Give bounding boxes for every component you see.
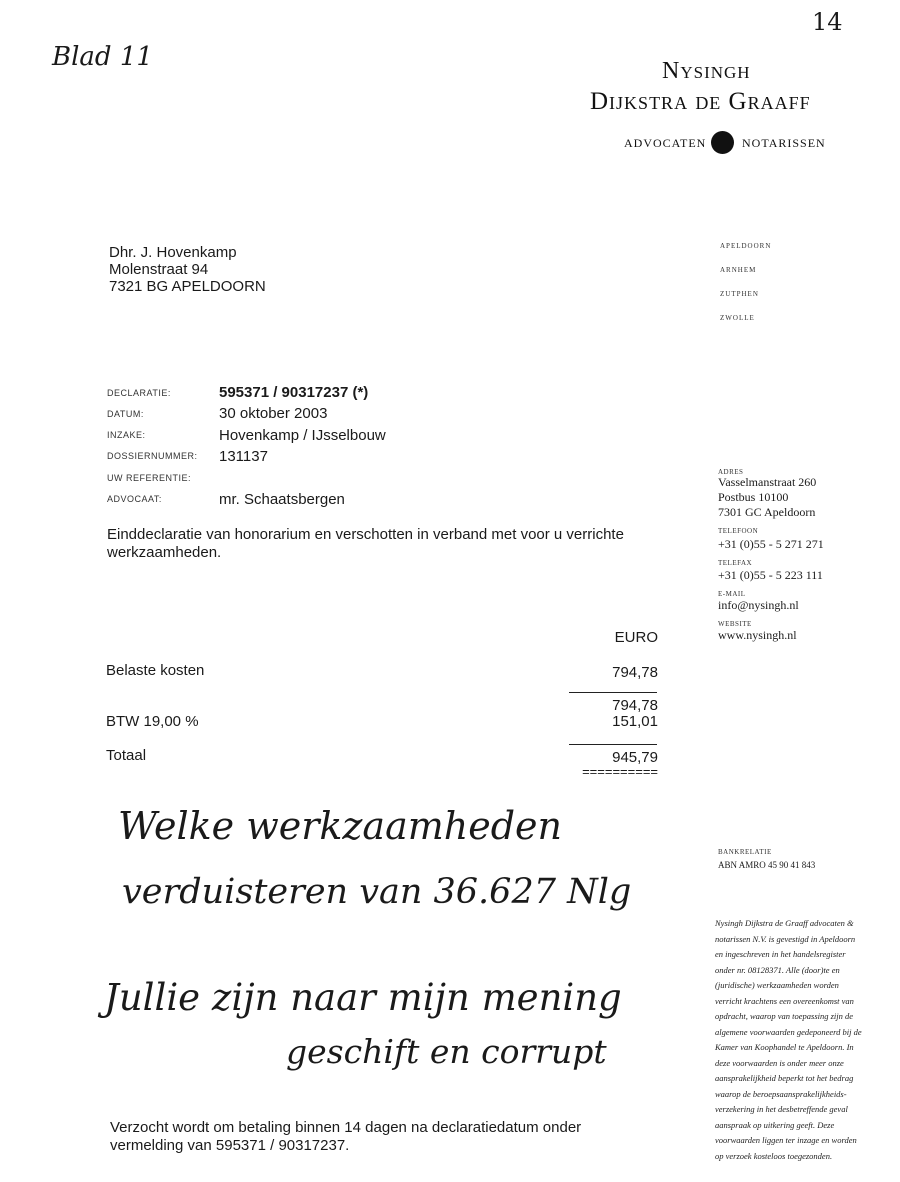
handwriting-line-3: Jullie zijn naar mijn mening [104,976,622,1019]
subtotal-value: 794,78 [612,697,658,714]
recipient-name: Dhr. J. Hovenkamp [109,244,237,261]
recipient-street: Molenstraat 94 [109,261,209,278]
subtotal-rule [569,692,657,693]
telefax-value: +31 (0)55 - 5 223 111 [718,568,823,582]
adres-line-3: 7301 GC Apeldoorn [718,505,816,519]
firm-name-line1: Nysingh [662,58,751,84]
website-label: WEBSITE [718,620,752,628]
intro-line-2: werkzaamheden. [107,544,222,561]
meta-label-inzake: INZAKE: [107,430,146,440]
handwriting-line-2: verduisteren van 36.627 Nlg [122,872,632,912]
firm-dot-icon [711,131,734,154]
fine-print: Nysingh Dijkstra de Graaff advocaten & notarissen N.V. is gevestigd in Apeldoorn en ingeschreven in het handelsregister onder nr. 08128371. Alle (door)te en (juridische) werkzaamheden worden verricht krachtens een overeenkomst van opdracht, waarop van toepassing zijn de algemene voorwaarden gedeponeerd bij de Kamer van Koophandel te Apeldoorn. In deze voorwaarden is onder meer onze aansprakelijkheid beperkt tot het bedrag waarop de beroepsaansprakelijkheids-verzekering in het desbetreffende geval aanspraak op uitkering geeft. Deze voorwaarden liggen ter inzage en worden op verzoek kosteloos toegezonden. [715,918,862,1161]
meta-label-advocaat: ADVOCAAT: [107,494,162,504]
handwriting-line-4: geschift en corrupt [286,1032,607,1071]
meta-label-declaratie: DECLARATIE: [107,388,171,398]
email-label: E-MAIL [718,590,746,598]
payment-request [110,1119,581,1155]
handwriting-line-1: Welke werkzaamheden [118,804,563,848]
adres-line-2: Postbus 10100 [718,490,789,504]
office-2: ZUTPHEN [720,290,759,298]
office-3: ZWOLLE [720,314,755,322]
vat-label: BTW 19,00 % [106,713,199,730]
currency-header: EURO [614,629,658,646]
meta-label-datum: DATUM: [107,409,144,419]
telefoon-label: TELEFOON [718,527,759,535]
total-value: 945,79 [612,749,658,766]
meta-label-uw-referentie: UW REFERENTIE: [107,473,192,483]
meta-value-dossiernummer: 131137 [219,448,268,465]
office-0: APELDOORN [720,242,772,250]
handwritten-header: Blad 11 [52,42,153,72]
bank-value: ABN AMRO 45 90 41 843 [718,860,816,870]
total-label: Totaal [106,747,147,764]
recipient-address [109,244,266,295]
intro-line-1: Einddeclaratie van honorarium en verschotten in verband met voor u verrichte [107,526,624,543]
adres-label: ADRES [718,468,744,476]
payment-request-line-2: vermelding van 595371 / 90317237. [110,1137,350,1154]
telefoon-value: +31 (0)55 - 5 271 271 [718,537,824,551]
meta-value-advocaat: mr. Schaatsbergen [219,491,345,508]
bank-label: BANKRELATIE [718,848,772,856]
adres-line-1: Vasselmanstraat 260 [718,475,817,489]
payment-request-line-1: Verzocht wordt om betaling binnen 14 dagen na declaratiedatum onder [110,1119,582,1136]
total-rule [569,744,657,745]
firm-sub-advocaten: ADVOCATEN [624,136,707,150]
firm-name-line2: Dijkstra de Graaff [590,88,811,115]
office-1: ARNHEM [720,266,757,274]
costs-label: Belaste kosten [106,662,205,679]
meta-label-dossiernummer: DOSSIERNUMMER: [107,451,198,461]
intro-text [107,526,624,562]
meta-value-datum: 30 oktober 2003 [219,405,328,422]
total-double-rule: ========== [582,764,658,779]
firm-sub-notarissen: NOTARISSEN [742,136,826,150]
meta-value-inzake: Hovenkamp / IJsselbouw [219,427,386,444]
page-number: 14 [812,8,843,36]
recipient-city: 7321 BG APELDOORN [109,278,266,295]
telefax-label: TELEFAX [718,559,753,567]
costs-value: 794,78 [612,664,658,681]
website-value[interactable]: www.nysingh.nl [718,628,797,642]
meta-value-declaratie: 595371 / 90317237 (*) [219,384,369,401]
vat-value: 151,01 [612,713,658,730]
email-value[interactable]: info@nysingh.nl [718,598,799,612]
